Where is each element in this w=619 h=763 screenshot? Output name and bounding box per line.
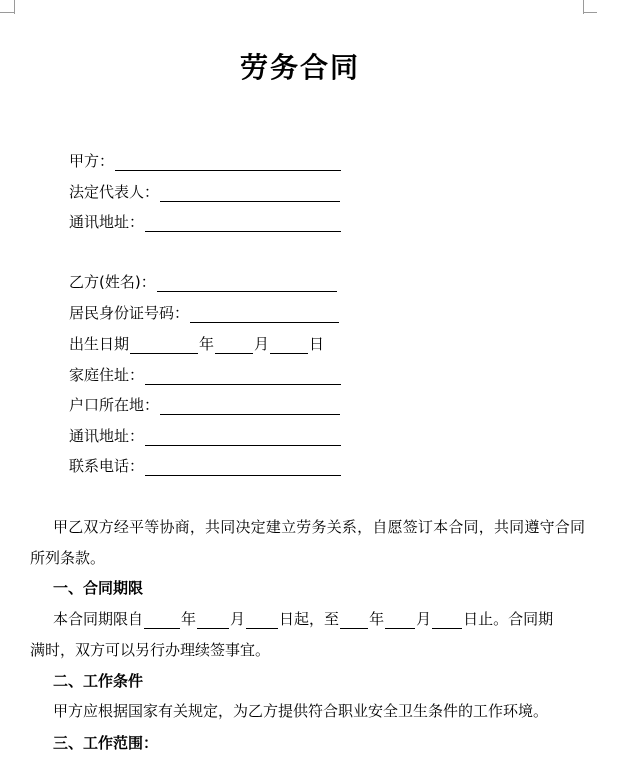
field-label: 出生日期 [69,335,130,353]
section-heading: 二、工作条件 [53,672,144,690]
end-year-blank[interactable] [340,612,368,629]
term-line-2: 满时，双方可以另行办理续签事宜。 [30,641,271,659]
party-b-address-field [69,426,342,446]
contract-term-line [53,609,553,629]
end-suffix: 日止。合同期 [463,610,554,628]
party-b-id-blank[interactable] [190,306,339,323]
end-month-blank[interactable] [385,612,415,629]
field-label: 通讯地址： [69,427,145,445]
start-suffix: 日起，至 [279,610,340,628]
year-label: 年 [369,610,385,628]
year-label: 年 [181,610,197,628]
crop-mark [583,0,584,14]
party-b-hukou-field [69,395,341,415]
start-month-blank[interactable] [197,612,229,629]
birth-month-blank[interactable] [215,337,253,354]
party-a-address-field [69,212,342,232]
party-b-hukou-blank[interactable] [160,398,340,415]
party-b-home-blank[interactable] [145,368,341,385]
birth-day-blank[interactable] [270,337,308,354]
field-label: 法定代表人： [69,183,160,201]
month-label: 月 [254,335,270,353]
party-b-name-field [69,272,338,292]
month-label: 月 [416,610,432,628]
field-label: 联系电话： [69,457,145,475]
end-day-blank[interactable] [432,612,462,629]
field-label: 乙方(姓名)： [69,273,156,291]
field-label: 户口所在地： [69,396,160,414]
field-label: 通讯地址： [69,213,145,231]
party-b-birth-field [69,334,324,354]
field-label: 家庭住址： [69,366,145,384]
section-heading: 一、合同期限 [53,579,144,597]
work-conditions-text: 甲方应根据国家有关规定，为乙方提供符合职业安全卫生条件的工作环境。 [53,702,549,720]
party-b-phone-field [69,456,342,476]
crop-mark [14,0,15,14]
party-b-id-field [69,303,340,323]
party-b-home-field [69,365,342,385]
birth-year-blank[interactable] [130,337,198,354]
term-prefix: 本合同期限自 [53,610,144,628]
party-a-rep-field [69,182,341,202]
party-b-name-blank[interactable] [157,275,337,292]
party-a-name-field [69,151,342,171]
party-a-name-blank[interactable] [115,154,341,171]
field-label: 居民身份证号码： [69,304,190,322]
document-title: 劳务合同 [239,51,360,84]
section-heading: 三、工作范围： [53,734,159,752]
day-label: 日 [309,335,325,353]
party-b-address-blank[interactable] [145,429,341,446]
start-year-blank[interactable] [144,612,180,629]
party-b-phone-blank[interactable] [145,459,341,476]
field-label: 甲方： [69,152,115,170]
party-a-rep-blank[interactable] [160,185,340,202]
crop-mark [583,12,597,13]
month-label: 月 [230,610,246,628]
party-a-address-blank[interactable] [145,215,341,232]
intro-paragraph: 甲乙双方经平等协商，共同决定建立劳务关系，自愿签订本合同，共同遵守合同所列条款。 [30,518,585,567]
year-label: 年 [199,335,215,353]
start-day-blank[interactable] [246,612,278,629]
crop-mark [0,12,14,13]
